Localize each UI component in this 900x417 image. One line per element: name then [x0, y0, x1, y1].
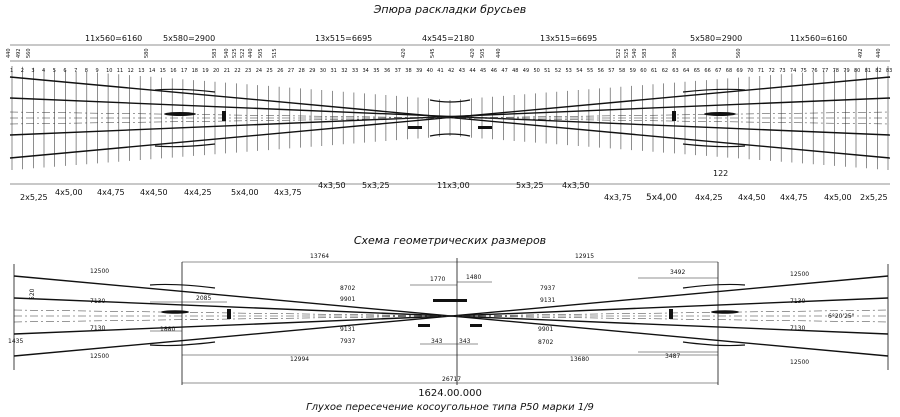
vertical-dim: 583	[642, 48, 648, 58]
tie-number: 61	[651, 68, 658, 74]
tie-number: 58	[618, 68, 626, 74]
vertical-dim: 560	[736, 48, 742, 58]
vertical-dim: 580	[144, 48, 150, 58]
geom-dim: 26717	[442, 376, 462, 383]
tie-number: 76	[811, 68, 818, 74]
tie-number: 56	[597, 68, 604, 74]
dim-122: 122	[713, 169, 729, 178]
dim-left-5: 5x580=2900	[163, 34, 216, 43]
epure-title: Эпюра раскладки брусьев	[373, 3, 527, 16]
dim-center-13b: 13x515=6695	[540, 34, 598, 43]
tie-number: 39	[416, 68, 423, 74]
geom-dim: 1770	[430, 276, 446, 283]
tie-number: 52	[554, 68, 562, 74]
tie-number: 14	[148, 68, 156, 74]
geom-dim: 7130	[790, 325, 806, 332]
geom-dim: 1480	[466, 274, 482, 281]
tie-number: 5	[52, 68, 56, 74]
tie-group: 5x4,00	[231, 188, 259, 197]
dim-right-11: 11x560=6160	[790, 34, 848, 43]
vertical-dim: 545	[430, 48, 436, 58]
vertical-dim: 440	[496, 48, 502, 58]
tie-number: 1	[10, 68, 14, 74]
switch-point	[704, 112, 736, 116]
tie-number: 2	[20, 68, 24, 74]
tie-number: 77	[821, 68, 829, 74]
tie-group: 4x5,00	[55, 188, 83, 197]
tie-number: 28	[298, 68, 305, 74]
tie-number: 10	[106, 68, 113, 74]
tie-number: 13	[138, 68, 145, 74]
tie-number: 75	[800, 68, 807, 74]
tie-number: 38	[405, 68, 412, 74]
geom-dim: 9901	[538, 326, 554, 333]
tie-number: 51	[544, 68, 551, 74]
geom-dim: 1435	[8, 338, 24, 345]
geom-dim: 9131	[540, 297, 556, 304]
tie-number: 63	[672, 68, 679, 74]
tie-number: 71	[757, 68, 765, 74]
geom-dim: 12915	[575, 253, 595, 260]
vertical-dim: 540	[632, 48, 638, 58]
tie-number: 81	[864, 68, 871, 74]
tie-number: 62	[661, 68, 669, 74]
tie-number: 42	[448, 68, 455, 74]
tie-number: 22	[234, 68, 241, 74]
tie-number: 72	[768, 68, 775, 74]
drawing-caption: Глухое пересечение косоугольное типа Р50 марки 1/9	[306, 402, 594, 413]
geom-dim: 12500	[790, 359, 810, 366]
tie-number: 32	[341, 68, 348, 74]
tie-number: 17	[180, 68, 188, 74]
tie-number: 9	[95, 68, 99, 74]
tie-number: 83	[886, 68, 893, 74]
tie-number: 68	[725, 68, 733, 74]
tie-number: 34	[362, 68, 369, 74]
tie-number: 16	[170, 68, 177, 74]
tie-number: 82	[875, 68, 882, 74]
tie-number: 25	[266, 68, 273, 74]
tie-number: 3	[31, 68, 35, 74]
tie-number: 57	[608, 68, 615, 74]
tie-number: 15	[159, 68, 166, 74]
vertical-dim: 580	[672, 48, 678, 58]
geom-dim: 7937	[340, 338, 356, 345]
dim-left-11: 11x560=6160	[85, 34, 143, 43]
tie-number: 47	[501, 68, 508, 74]
geometry-title: Схема геометрических размеров	[353, 234, 547, 247]
tie-number: 66	[704, 68, 711, 74]
geom-dim: 343	[431, 338, 443, 345]
tie-number: 65	[693, 68, 701, 74]
rail-lines-top	[10, 77, 890, 158]
drawing-number: 1624.00.000	[418, 388, 482, 399]
vertical-dim: 560	[26, 48, 32, 58]
geom-dim: 3487	[665, 353, 681, 360]
tie-number: 37	[394, 68, 401, 74]
geom-dim: 9901	[340, 296, 356, 303]
tie-number: 67	[715, 68, 722, 74]
tie-number: 55	[586, 68, 594, 74]
vertical-dim: 515	[272, 48, 278, 58]
tie-number: 70	[747, 68, 754, 74]
tie-group: 11x3,00	[437, 181, 470, 190]
vertical-dim: 540	[224, 48, 230, 58]
tie-number: 21	[223, 68, 231, 74]
geom-dim: 7130	[790, 298, 806, 305]
geom-dim: 520	[29, 288, 36, 300]
tie-number: 31	[330, 68, 337, 74]
tie-number: 12	[127, 68, 134, 74]
tie-group: 2x5,25	[860, 193, 888, 202]
tie-group: 2x5,25	[20, 193, 48, 202]
geom-dim: 12500	[90, 353, 110, 360]
tie-number: 64	[683, 68, 690, 74]
tie-number: 74	[789, 68, 797, 74]
vertical-dim: 440	[876, 48, 882, 58]
geom-dim: 7130	[90, 298, 106, 305]
geom-dim: 7130	[90, 325, 106, 332]
tie-number: 24	[255, 68, 263, 74]
tie-number: 50	[533, 68, 540, 74]
tie-number: 44	[469, 68, 476, 74]
tie-group: 4x3,50	[318, 181, 346, 190]
vertical-dim: 522	[240, 48, 246, 58]
geom-dim: 12500	[790, 271, 810, 278]
tie-group: 4x3,75	[274, 188, 302, 197]
tie-group: 4x3,50	[562, 181, 590, 190]
tie-group: 5x4,00	[646, 193, 678, 203]
tie-number: 40	[426, 68, 433, 74]
tie-number: 60	[640, 68, 647, 74]
frog-block	[478, 126, 492, 129]
geom-dim: 8702	[538, 339, 554, 346]
geom-dim: 8702	[340, 285, 356, 292]
vertical-dim: 525	[232, 48, 238, 58]
tie-group: 4x4,75	[97, 188, 125, 197]
vertical-dim: 420	[401, 48, 407, 58]
vertical-dim: 525	[624, 48, 630, 58]
tie-number: 4	[42, 68, 46, 74]
geom-dim: 12500	[90, 268, 110, 275]
vertical-dim: 440	[6, 48, 12, 58]
tie-group: 4x4,25	[695, 193, 723, 202]
vertical-dim: 440	[248, 48, 254, 58]
geom-dim: 13764	[310, 253, 330, 260]
tie-number: 59	[629, 68, 636, 74]
tie-number: 53	[565, 68, 572, 74]
tie-number: 26	[277, 68, 284, 74]
geom-dim: 3492	[670, 269, 686, 276]
tie-number: 27	[287, 68, 295, 74]
tie-number: 11	[116, 68, 124, 74]
tie-number: 23	[245, 68, 252, 74]
tie-number: 46	[490, 68, 498, 74]
heel-block	[222, 111, 226, 121]
tie-number: 35	[373, 68, 380, 74]
vertical-dim: 505	[258, 48, 264, 58]
tie-group: 4x4,25	[184, 188, 212, 197]
tie-group: 4x4,75	[780, 193, 808, 202]
geom-dim: 9131	[340, 326, 356, 333]
switch-point	[164, 112, 196, 116]
tie-number: 43	[458, 68, 466, 74]
geom-dim: 2085	[196, 295, 212, 302]
tie-number: 33	[351, 68, 359, 74]
geom-dim: 343	[459, 338, 471, 345]
tie-number: 41	[437, 68, 444, 74]
tie-number: 78	[832, 68, 839, 74]
tie-number: 54	[576, 68, 583, 74]
tie-group: 4x4,50	[140, 188, 168, 197]
geom-dim: 13680	[570, 356, 590, 363]
tie-number: 19	[202, 68, 209, 74]
geom-dim: 12994	[290, 356, 310, 363]
tie-number: 79	[843, 68, 850, 74]
crossing-angle: 6°20'25"	[828, 313, 855, 320]
frog-block	[408, 126, 422, 129]
vertical-dim: 492	[16, 48, 22, 58]
heel-block	[672, 111, 676, 121]
dim-center-13a: 13x515=6695	[315, 34, 373, 43]
tie-number: 73	[779, 68, 786, 74]
tie-number: 18	[191, 68, 198, 74]
dim-center-4: 4x545=2180	[422, 34, 475, 43]
tie-number: 69	[736, 68, 743, 74]
tie-number: 29	[309, 68, 316, 74]
tie-number: 45	[480, 68, 487, 74]
vertical-dim: 505	[480, 48, 486, 58]
vertical-dim: 583	[212, 48, 218, 58]
tie-group: 4x5,00	[824, 193, 852, 202]
tie-number: 36	[383, 68, 391, 74]
tie-number: 48	[512, 68, 519, 74]
tie-group: 5x3,25	[516, 181, 544, 190]
tie-number: 7	[74, 68, 78, 74]
vertical-dim: 522	[616, 48, 622, 58]
tie-group: 4x4,50	[738, 193, 766, 202]
vertical-dim: 492	[858, 48, 864, 58]
tie-number: 6	[63, 68, 67, 74]
tie-number: 8	[84, 68, 88, 74]
tie-group: 4x3,75	[604, 193, 632, 202]
tie-number: 20	[213, 68, 220, 74]
tie-group: 5x3,25	[362, 181, 390, 190]
dim-right-5: 5x580=2900	[690, 34, 743, 43]
tie-number: 30	[319, 68, 327, 74]
geom-dim: 1880	[160, 326, 176, 333]
vertical-dim: 420	[470, 48, 476, 58]
tie-number: 80	[854, 68, 861, 74]
tie-number: 49	[522, 68, 530, 74]
geom-dim: 7937	[540, 285, 556, 292]
